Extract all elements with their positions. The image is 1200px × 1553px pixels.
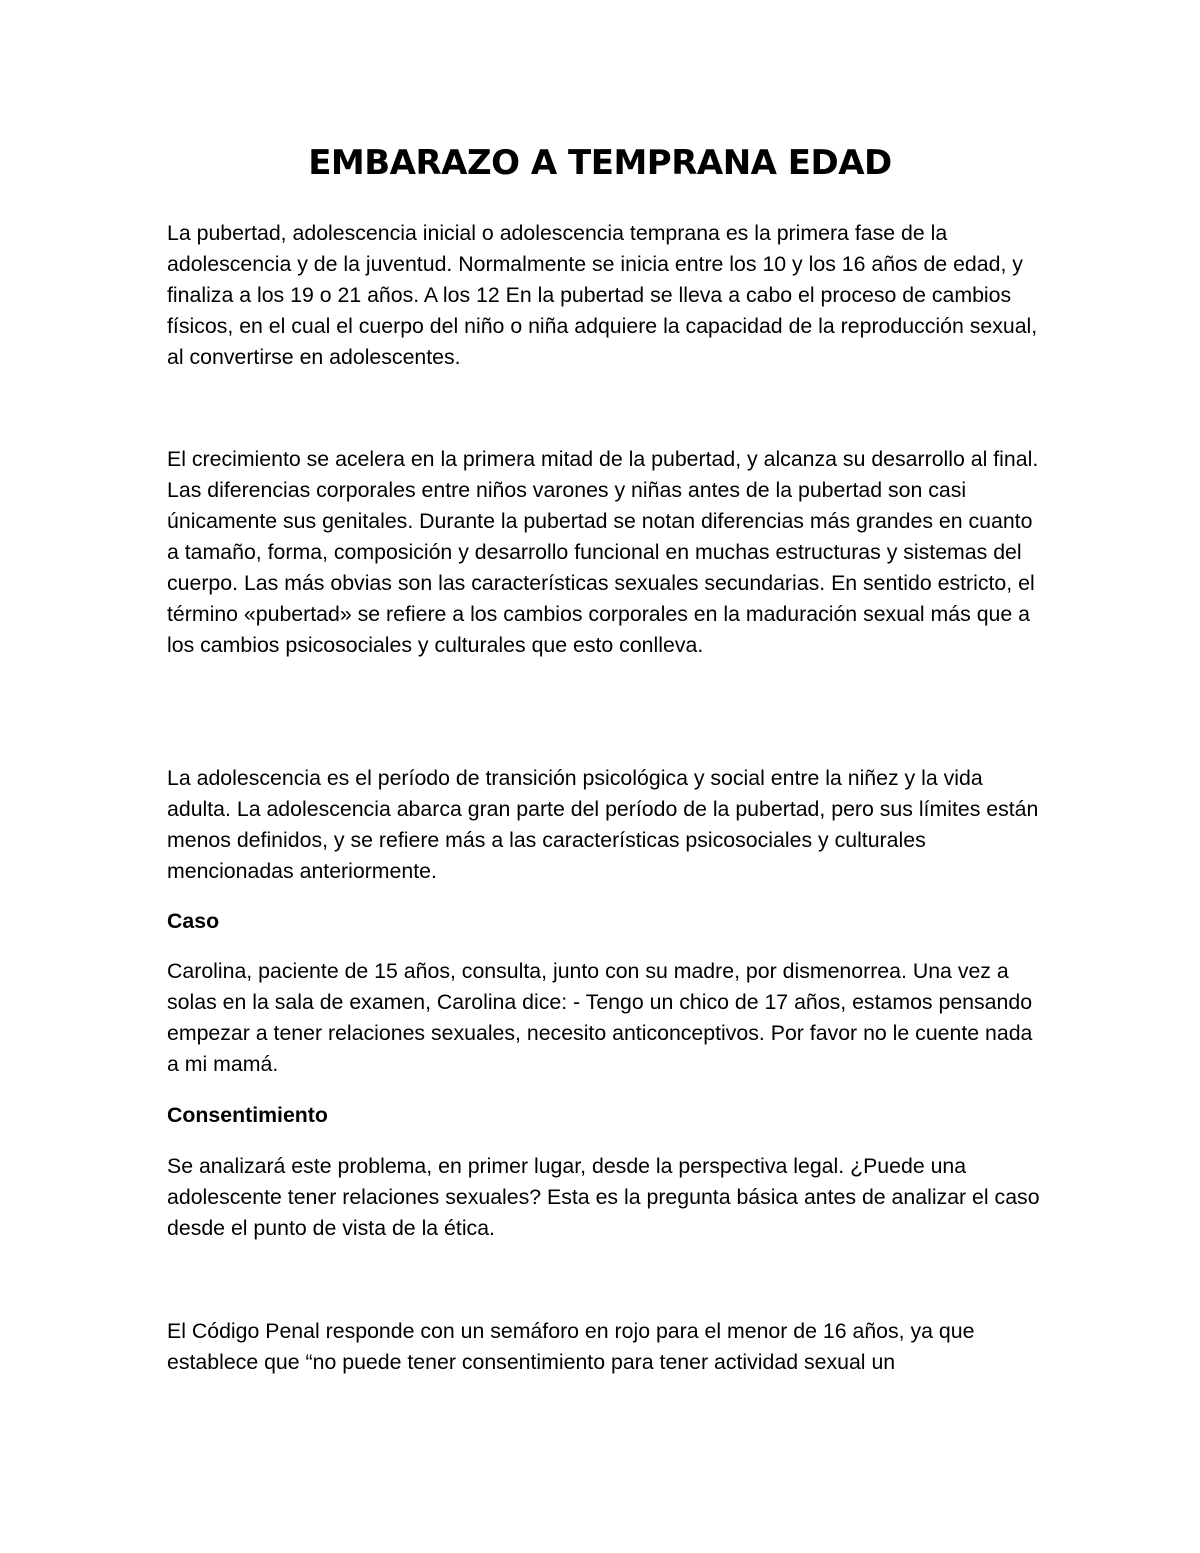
paragraph-consentimiento: Se analizará este problema, en primer lugar, desde la perspectiva legal. ¿Puede una adolescente tener relaciones sexuales? Esta es la pregunta básica antes de analizar el caso desde el punto de vista de la ética.	[167, 1154, 1040, 1240]
heading-caso: Caso	[167, 909, 220, 933]
document-title: EMBARAZO A TEMPRANA EDAD	[308, 143, 892, 183]
paragraph-pubertad: La pubertad, adolescencia inicial o adolescencia temprana es la primera fase de la adolescencia y de la juventud. Normalmente se inicia entre los 10 y los 16 años de edad, y finaliza a los 19 o 21 años. A los 12 En la pubertad se lleva a cabo el proceso de cambios físicos, en el cual el cuerpo del niño o niña adquiere la capacidad de la reproducción sexual, al convertirse en adolescentes.	[167, 221, 1038, 369]
paragraph-crecimiento: El crecimiento se acelera en la primera mitad de la pubertad, y alcanza su desarrollo al final. Las diferencias corporales entre niños varones y niñas antes de la pubertad son casi únicamente sus genitales. Durante la pubertad se notan diferencias más grandes en cuanto a tamaño, forma, composición y desarrollo funcional en muchas estructuras y sistemas del cuerpo. Las más obvias son las características sexuales secundarias. En sentido estricto, el término «pubertad» se refiere a los cambios corporales en la maduración sexual más que a los cambios psicosociales y culturales que esto conlleva.	[167, 447, 1039, 657]
heading-consentimiento: Consentimiento	[167, 1103, 328, 1127]
paragraph-caso: Carolina, paciente de 15 años, consulta, junto con su madre, por dismenorrea. Una vez a solas en la sala de examen, Carolina dice: - Tengo un chico de 17 años, estamos pensando empezar a tener relaciones sexuales, necesito anticonceptivos. Por favor no le cuente nada a mi mamá.	[167, 959, 1033, 1076]
paragraph-codigo-penal: El Código Penal responde con un semáforo en rojo para el menor de 16 años, ya que establece que “no puede tener consentimiento para tener actividad sexual un	[167, 1319, 975, 1374]
paragraph-adolescencia: La adolescencia es el período de transición psicológica y social entre la niñez y la vida adulta. La adolescencia abarca gran parte del período de la pubertad, pero sus límites están menos definidos, y se refiere más a las características psicosociales y culturales mencionadas anteriormente.	[167, 766, 1039, 883]
